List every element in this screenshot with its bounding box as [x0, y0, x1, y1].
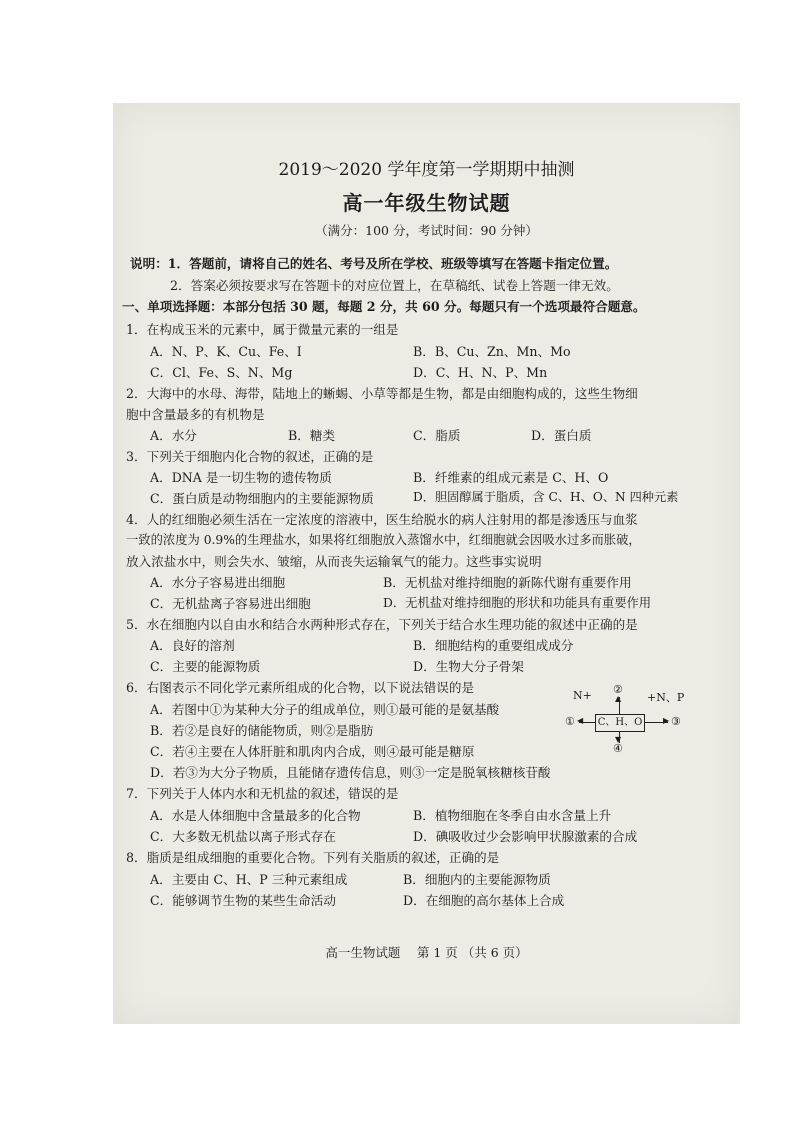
q7-option-b: B．植物细胞在冬季自由水含量上升 — [413, 808, 612, 823]
q4-stem-2: 一致的浓度为 0.9%的生理盐水，如果将红细胞放入蒸馏水中，红细胞就会因吸水过多而胀破， — [126, 533, 641, 547]
q6-option-a: A．若图中①为某种大分子的组成单位，则①最可能的是氨基酸 — [150, 702, 500, 717]
q2-option-b: B．糖类 — [288, 428, 336, 443]
q4-option-d: D．无机盐对维持细胞的形状和功能具有重要作用 — [383, 596, 652, 610]
q5-option-b: B．细胞结构的重要组成成分 — [413, 638, 574, 653]
instruction-line-1: 说明：1．答题前，请将自己的姓名、考号及所在学校、班级等填写在答题卡指定位置。 — [130, 256, 618, 271]
n-plus-label: N+ — [573, 689, 592, 702]
np-plus-label: +N、P — [647, 691, 685, 704]
q4-stem-1: 4．人的红细胞必须生活在一定浓度的溶液中，医生给脱水的病人注射用的都是渗透压与血浆 — [126, 512, 638, 527]
q4-stem-3: 放入浓盐水中，则会失水、皱缩，从而丧失运输氧气的能力。这些事实说明 — [126, 554, 542, 569]
q1-option-c: C．Cl、Fe、S、N、Mg — [150, 365, 293, 380]
q1-stem: 1．在构成玉米的元素中，属于微量元素的一组是 — [126, 322, 399, 337]
instruction-line-2: 2．答案必须按要求写在答题卡的对应位置上，在草稿纸、试卷上答题一律无效。 — [170, 278, 619, 293]
page-footer: 高一生物试题 第 1 页 （共 6 页） — [325, 945, 528, 960]
q5-option-a: A．良好的溶剂 — [150, 638, 235, 653]
q1-option-a: A．N、P、K、Cu、Fe、I — [150, 344, 302, 359]
q4-option-b: B．无机盐对维持细胞的新陈代谢有重要作用 — [383, 575, 632, 590]
score-info: （满分：100 分，考试时间：90 分钟） — [315, 223, 538, 238]
q6-option-b: B．若②是良好的储能物质，则②是脂肪 — [150, 723, 374, 738]
exam-title: 2019～2020 学年度第一学期期中抽测 — [278, 160, 575, 180]
section-heading: 一、单项选择题：本部分包括 30 题，每题 2 分，共 60 分。每题只有一个选项最符合题意。 — [122, 299, 646, 314]
q1-option-d: D．C、H、N、P、Mn — [413, 365, 548, 380]
node-1-label: ① — [565, 715, 575, 728]
q6-option-d: D．若③为大分子物质，且能储存遗传信息，则③一定是脱氧核糖核苷酸 — [150, 765, 551, 780]
q5-stem: 5．水在细胞内以自由水和结合水两种形式存在，下列关于结合水生理功能的叙述中正确的是 — [126, 617, 638, 632]
node-4-label: ④ — [613, 742, 623, 755]
q7-option-c: C．大多数无机盐以离子形式存在 — [150, 829, 336, 844]
arrow-left-icon: ◀ — [577, 716, 584, 725]
center-element-box: C、H、O — [595, 714, 645, 732]
q3-option-b: B．纤维素的组成元素是 C、H、O — [413, 470, 609, 485]
node-2-label: ② — [613, 683, 623, 696]
q5-option-d: D．生物大分子骨架 — [413, 659, 524, 674]
q2-stem-2: 胞中含量最多的有机物是 — [126, 407, 265, 422]
q3-option-c: C．蛋白质是动物细胞内的主要能源物质 — [150, 491, 374, 506]
q2-option-c: C．脂质 — [413, 428, 461, 443]
q2-option-d: D．蛋白质 — [531, 428, 592, 443]
q4-option-c: C．无机盐离子容易进出细胞 — [150, 596, 311, 611]
q3-option-d: D．胆固醇属于脂质，含 C、H、O、N 四种元素 — [413, 490, 679, 504]
q8-option-a: A．主要由 C、H、P 三种元素组成 — [150, 872, 348, 887]
q8-stem: 8．脂质是组成细胞的重要化合物。下列有关脂质的叙述，正确的是 — [126, 850, 500, 865]
q5-option-c: C．主要的能源物质 — [150, 659, 261, 674]
q2-option-a: A．水分 — [150, 428, 197, 443]
subject-title: 高一年级生物试题 — [342, 191, 511, 215]
q4-option-a: A．水分子容易进出细胞 — [150, 575, 286, 590]
compound-diagram — [565, 683, 685, 755]
q7-stem: 7．下列关于人体内水和无机盐的叙述，错误的是 — [126, 786, 399, 801]
exam-paper — [113, 103, 740, 1024]
q7-option-a: A．水是人体细胞中含量最多的化合物 — [150, 808, 361, 823]
q6-stem: 6．右图表示不同化学元素所组成的化合物，以下说法错误的是 — [126, 680, 475, 695]
q7-option-d: D．碘吸收过少会影响甲状腺激素的合成 — [413, 829, 638, 844]
q1-option-b: B．B、Cu、Zn、Mn、Mo — [413, 344, 571, 359]
arrow-up-icon: ▲ — [615, 694, 622, 703]
arrow-down-icon: ▼ — [615, 735, 622, 744]
arrow-right-icon: ▶ — [663, 716, 670, 725]
q6-option-c: C．若④主要在人体肝脏和肌肉内合成，则④最可能是糖原 — [150, 744, 475, 759]
q8-option-b: B．细胞内的主要能源物质 — [403, 872, 551, 887]
q3-option-a: A．DNA 是一切生物的遗传物质 — [150, 470, 332, 485]
q3-stem: 3．下列关于细胞内化合物的叙述，正确的是 — [126, 449, 374, 464]
node-3-label: ③ — [671, 715, 681, 728]
q2-stem-1: 2．大海中的水母、海带，陆地上的蜥蜴、小草等都是生物，都是由细胞构成的，这些生物细 — [126, 386, 638, 401]
q8-option-c: C．能够调节生物的某些生命活动 — [150, 893, 336, 908]
q8-option-d: D．在细胞的高尔基体上合成 — [403, 893, 565, 908]
